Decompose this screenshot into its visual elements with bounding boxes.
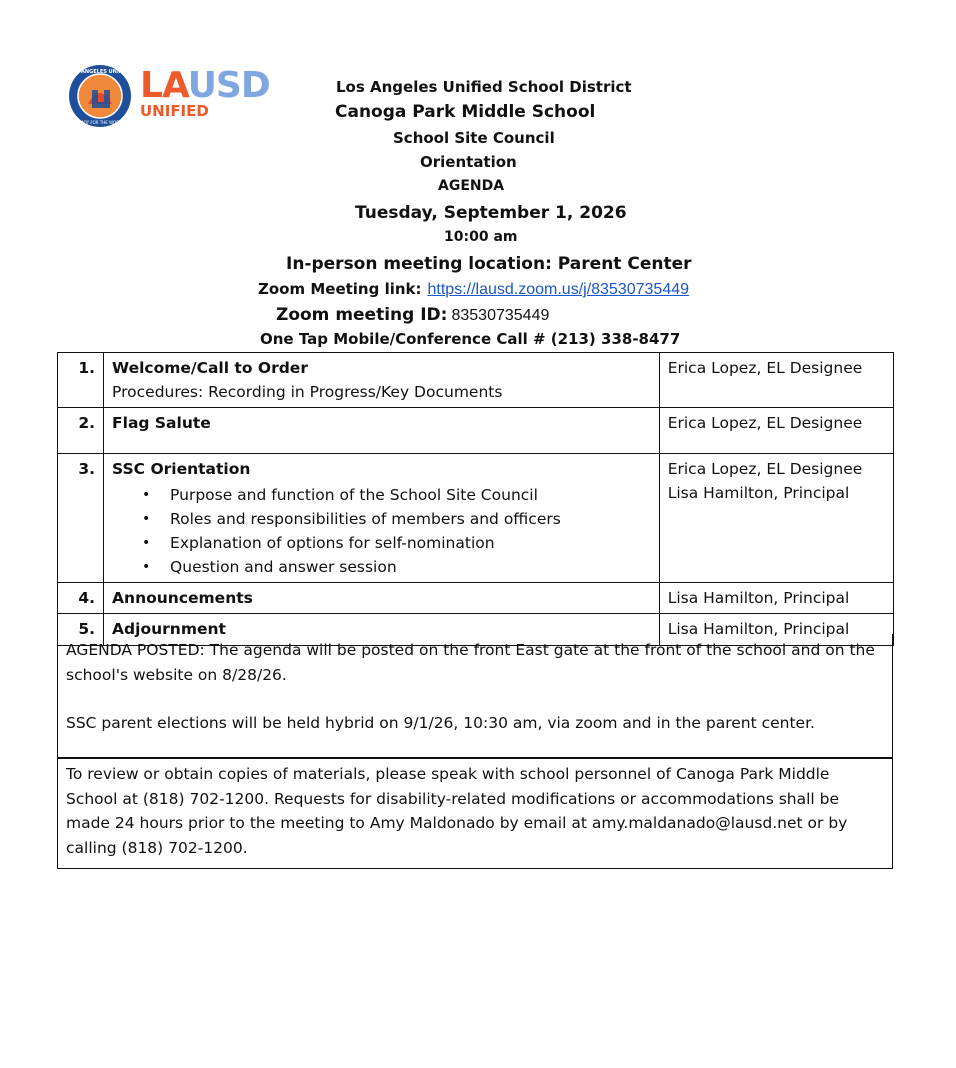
orientation-topics — [112, 483, 651, 579]
accommodations-notice — [57, 757, 893, 869]
agenda-table — [57, 352, 894, 646]
zoom-link[interactable]: https://lausd.zoom.us/j/83530735449 — [427, 281, 690, 298]
owner-cell — [659, 408, 893, 454]
item-title: Flag Salute — [112, 414, 211, 432]
seal-text-top: LOS ANGELES UNIFIED — [68, 69, 132, 75]
logo-usd: USD — [187, 65, 270, 106]
meeting-time: 10:00 am — [444, 229, 518, 245]
seal-text-bottom: READY FOR THE WORLD — [75, 120, 125, 125]
meeting-date: Tuesday, September 1, 2026 — [355, 203, 627, 223]
item-title: Adjournment — [112, 620, 226, 638]
lausd-seal-icon — [68, 64, 132, 128]
agenda-row — [58, 583, 894, 614]
agenda-heading: AGENDA — [438, 178, 505, 194]
item-number: 4. — [58, 583, 104, 614]
owner-cell — [659, 583, 893, 614]
topic-item: • Question and answer session — [170, 555, 651, 579]
item-number: 1. — [58, 353, 104, 408]
owner-cell — [659, 454, 893, 583]
item-owner: Erica Lopez, EL Designee — [667, 414, 863, 432]
item-title: SSC Orientation — [112, 460, 251, 478]
owner-cell — [659, 353, 893, 408]
council-name: School Site Council — [393, 129, 555, 147]
item-owner-secondary: Lisa Hamilton, Principal — [667, 484, 850, 502]
item-title: Announcements — [112, 589, 253, 607]
conference-phone: One Tap Mobile/Conference Call # (213) 338-8477 — [260, 330, 681, 348]
item-number: 2. — [58, 408, 104, 454]
item-detail: Procedures: Recording in Progress/Key Documents — [112, 383, 503, 401]
materials-text: To review or obtain copies of materials, please speak with school personnel of Canoga Park Middle School at (818) 702-1200. Requests for disability-related modifications or accommodations shall be made 24 hours prior to the meeting to Amy Maldonado by email at amy.maldanado@lausd.net or by calling (818) 702-1200. — [66, 765, 848, 857]
elections-text: SSC parent elections will be held hybrid on 9/1/26, 10:30 am, via zoom and in the parent center. — [66, 714, 815, 732]
item-owner: Erica Lopez, EL Designee — [667, 359, 863, 377]
zoom-id-row — [276, 305, 549, 325]
topic-item: • Explanation of options for self-nomination — [170, 531, 651, 555]
topic-item: • Roles and responsibilities of members and officers — [170, 507, 651, 531]
item-number: 3. — [58, 454, 104, 583]
agenda-row — [58, 408, 894, 454]
agenda-posted-notice — [57, 634, 893, 759]
item-cell — [104, 408, 660, 454]
item-owner: Lisa Hamilton, Principal — [667, 620, 850, 638]
zoom-link-row — [258, 280, 689, 299]
lausd-logo — [68, 64, 298, 128]
zoom-id-value: 83530735449 — [451, 307, 550, 324]
zoom-id-label: Zoom meeting ID: — [276, 305, 448, 325]
item-cell — [104, 454, 660, 583]
zoom-link-label: Zoom Meeting link: — [258, 280, 422, 298]
school-name: Canoga Park Middle School — [335, 102, 596, 122]
item-number: 5. — [58, 614, 104, 646]
logo-la: LA — [140, 65, 188, 106]
meeting-type: Orientation — [420, 153, 517, 171]
topic-item: • Purpose and function of the School Site Council — [170, 483, 651, 507]
posted-text: AGENDA POSTED: The agenda will be posted on the front East gate at the front of the school and on the school's website on 8/28/26. — [66, 641, 875, 684]
agenda-row — [58, 454, 894, 583]
item-owner: Lisa Hamilton, Principal — [667, 589, 850, 607]
district-name: Los Angeles Unified School District — [336, 78, 632, 96]
agenda-row — [58, 353, 894, 408]
item-cell — [104, 353, 660, 408]
item-owner: Erica Lopez, EL Designee — [667, 460, 863, 478]
logo-wordmark — [140, 66, 270, 106]
meeting-location: In-person meeting location: Parent Center — [286, 254, 692, 274]
item-cell — [104, 583, 660, 614]
logo-unified: UNIFIED — [140, 102, 209, 120]
item-title: Welcome/Call to Order — [112, 359, 308, 377]
